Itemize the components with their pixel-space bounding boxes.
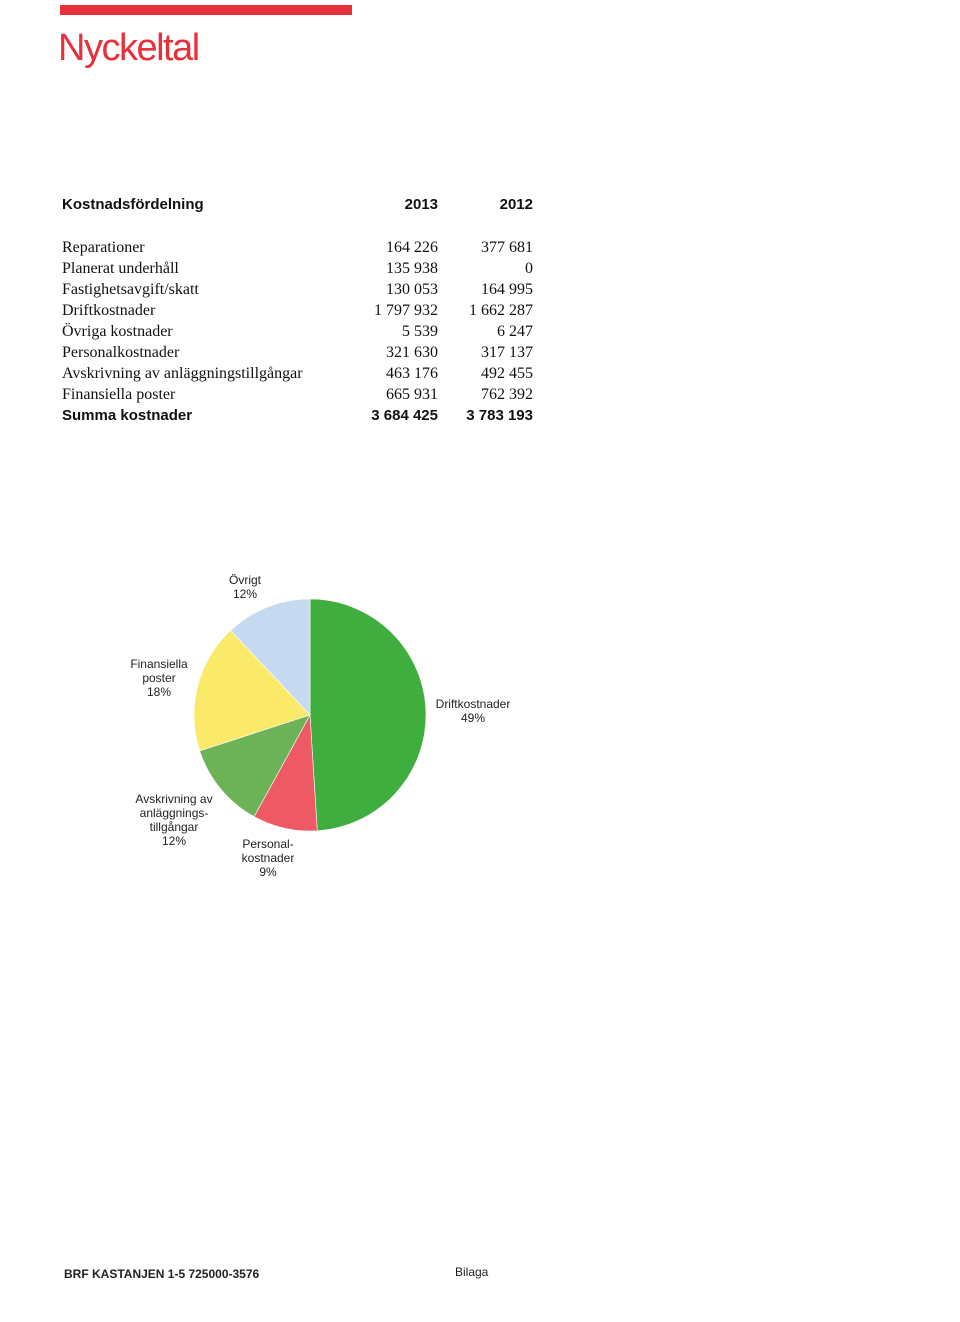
page-title: Nyckeltal [58,27,199,69]
row-label: Personalkostnader [62,344,180,361]
row-label: Övriga kostnader [62,323,173,340]
pie-label-line: tillgångar [149,820,199,834]
total-label: Summa kostnader [62,407,193,424]
row-value-2012: 164 995 [481,281,533,298]
pie-label-line: Övrigt [228,573,262,587]
row-value-2012: 762 392 [481,386,533,403]
row-value-2013: 1 797 932 [374,302,438,319]
pie-label-line: 12% [232,587,258,601]
pie-label-line: poster [142,671,176,685]
row-value-2012: 377 681 [481,239,533,256]
pie-label-line: anläggnings- [139,806,209,820]
pie-slice-label [242,837,295,879]
table-title: Kostnadsfördelning [62,196,204,213]
row-value-2013: 665 931 [386,386,438,403]
pie-slice-label [130,657,187,699]
pie-label-line: Personal- [242,837,294,851]
row-value-2013: 463 176 [386,365,438,382]
row-value-2013: 130 053 [386,281,438,298]
pie-label-line: 9% [259,865,277,879]
row-value-2012: 317 137 [481,344,533,361]
footer-attachment: Bilaga [455,1265,489,1279]
pie-label-line: 12% [161,834,187,848]
row-label: Planerat underhåll [62,260,179,277]
total-value-2012: 3 783 193 [466,407,533,424]
row-label: Reparationer [62,239,145,256]
row-value-2013: 164 226 [386,239,438,256]
pie-slice-label [436,697,511,725]
row-value-2013: 5 539 [402,323,438,340]
pie-slice [310,599,426,831]
pie-slice-label [229,573,261,601]
pie-label-line: kostnader [241,851,295,865]
pie-label-line: 49% [460,711,486,725]
pie-label-line: 18% [146,685,172,699]
row-value-2012: 492 455 [481,365,533,382]
pie-label-line: Driftkostnader [435,697,511,711]
row-label: Finansiella poster [62,386,176,403]
col-header-2012: 2012 [499,196,533,213]
row-value-2012: 0 [525,260,533,277]
pie-label-line: Avskrivning av [135,792,213,806]
row-label: Fastighetsavgift/skatt [62,281,199,298]
row-value-2012: 6 247 [497,323,533,340]
footer-org: BRF KASTANJEN 1-5 725000-3576 [64,1267,260,1281]
pie-label-line: Finansiella [130,657,188,671]
pie-slice-label [135,792,212,848]
row-value-2013: 135 938 [386,260,438,277]
total-value-2013: 3 684 425 [371,407,438,424]
col-header-2013: 2013 [404,196,438,213]
row-value-2012: 1 662 287 [469,302,533,319]
row-label: Avskrivning av anläggningstillgångar [62,365,303,382]
row-value-2013: 321 630 [386,344,438,361]
row-label: Driftkostnader [62,302,156,319]
